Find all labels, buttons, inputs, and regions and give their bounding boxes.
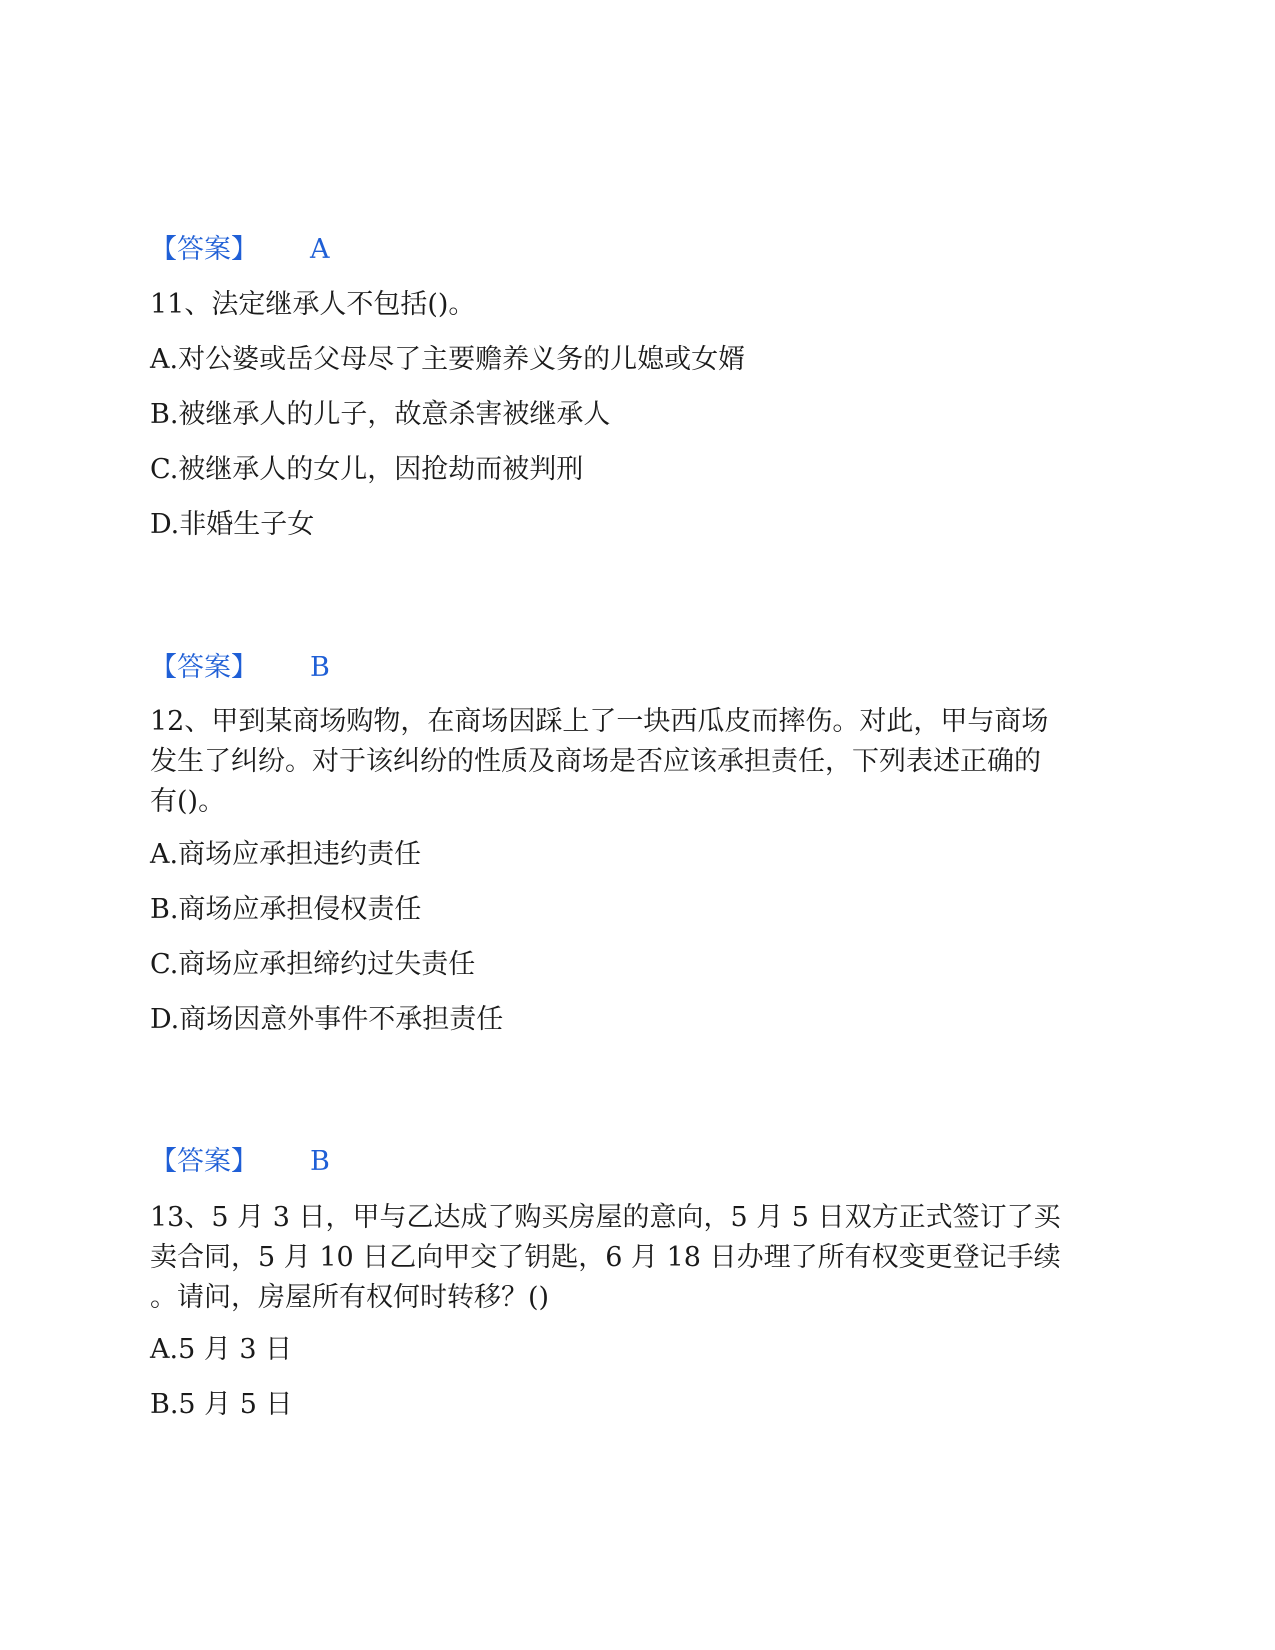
question-13-line: 卖合同，5 月 10 日乙向甲交了钥匙，6 月 18 日办理了所有权变更登记手续 [150,1242,1061,1273]
question-11-stem: 11、法定继承人不包括()。 [150,289,476,320]
question-12-line: 发生了纠纷。对于该纠纷的性质及商场是否应该承担责任，下列表述正确的 [150,746,1041,777]
answer-label: 【答案】 [150,234,258,265]
answer-line-1 [150,232,330,268]
question-12-option-b: B.商场应承担侵权责任 [150,894,422,925]
question-12-option-d: D.商场因意外事件不承担责任 [150,1004,504,1035]
question-12-stem [150,702,1110,822]
question-12-line: 12、甲到某商场购物，在商场因踩上了一块西瓜皮而摔伤。对此，甲与商场 [150,706,1049,737]
question-11-option-d: D.非婚生子女 [150,509,315,540]
question-13-option-b: B.5 月 5 日 [150,1389,293,1420]
question-12-option-a: A.商场应承担违约责任 [150,839,422,870]
answer-line-3 [150,1144,330,1180]
question-12-option-c: C.商场应承担缔约过失责任 [150,949,476,980]
answer-label: 【答案】 [150,652,258,683]
answer-value: A [310,234,330,265]
question-11-option-a: A.对公婆或岳父母尽了主要赡养义务的儿媳或女婿 [150,344,746,375]
answer-value: B [310,1146,330,1177]
question-11-option-b: B.被继承人的儿子，故意杀害被继承人 [150,399,611,430]
answer-value: B [310,652,330,683]
question-11-option-c: C.被继承人的女儿，因抢劫而被判刑 [150,454,584,485]
question-13-line: 13、5 月 3 日，甲与乙达成了购买房屋的意向，5 月 5 日双方正式签订了买 [150,1202,1061,1233]
question-12-line: 有()。 [150,786,226,817]
question-13-stem [150,1198,1110,1318]
answer-line-2 [150,650,330,686]
question-13-option-a: A.5 月 3 日 [150,1334,293,1365]
answer-label: 【答案】 [150,1146,258,1177]
question-13-line: 。请问，房屋所有权何时转移？() [150,1282,550,1313]
